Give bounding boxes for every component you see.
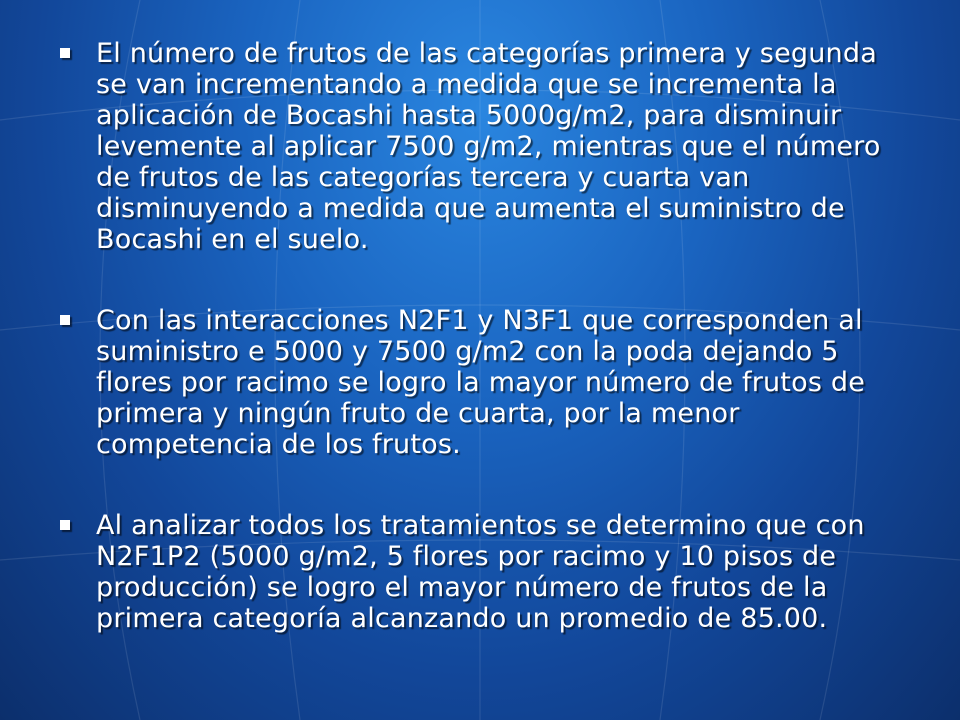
bullet-list bbox=[56, 38, 916, 634]
bullet-item bbox=[56, 38, 916, 255]
bullet-text: Con las interacciones N2F1 y N3F1 que corresponden al suministro e 5000 y 7500 g/m2 con la poda dejando 5 flores por racimo se logro la mayor número de frutos de primera y ningún fruto de cuarta, por la menor competencia de los frutos. bbox=[96, 305, 866, 460]
square-bullet-icon bbox=[60, 315, 70, 325]
bullet-text: El número de frutos de las categorías primera y segunda se van incrementando a medida que se incrementa la aplicación de Bocashi hasta 5000g/m2, para disminuir levemente al aplicar 7500 g/m2, mientras que el número de frutos de las categorías tercera y cuarta van disminuyendo a medida que aumenta el suministro de Bocashi en el suelo. bbox=[96, 38, 881, 255]
square-bullet-icon bbox=[60, 48, 70, 58]
bullet-item bbox=[56, 510, 916, 634]
bullet-text: Al analizar todos los tratamientos se determino que con N2F1P2 (5000 g/m2, 5 flores por racimo y 10 pisos de producción) se logro el mayor número de frutos de la primera categoría alcanzando un promedio de 85.00. bbox=[96, 510, 865, 634]
bullet-item bbox=[56, 305, 916, 460]
square-bullet-icon bbox=[60, 520, 70, 530]
